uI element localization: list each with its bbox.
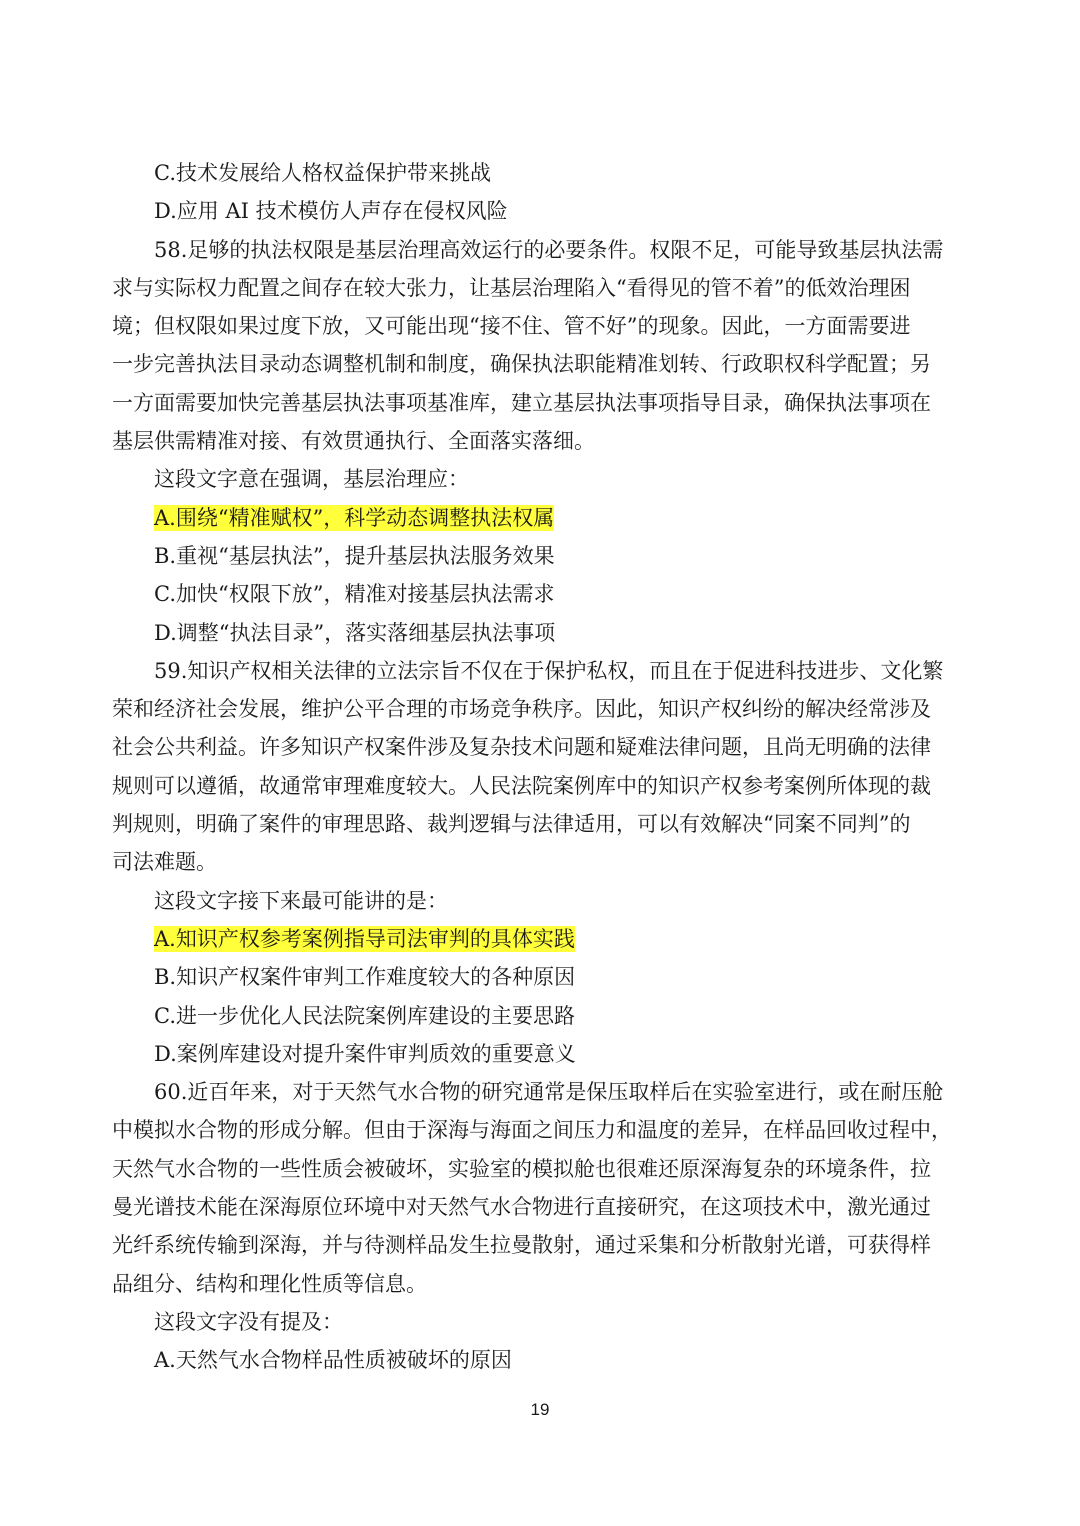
q58-passage-line: 58.足够的执法权限是基层治理高效运行的必要条件。权限不足，可能导致基层执法需 (154, 237, 944, 262)
q59-passage-line: 社会公共利益。许多知识产权案件涉及复杂技术问题和疑难法律问题，且尚无明确的法律 (112, 735, 931, 760)
q58-option-d: D.调整“执法目录”，落实落细基层执法事项 (154, 620, 556, 645)
q58-passage-line: 一步完善执法目录动态调整机制和制度，确保执法职能精准划转、行政职权科学配置；另 (112, 352, 931, 377)
q58-option-c: C.加快“权限下放”，精准对接基层执法需求 (154, 582, 555, 607)
q59-passage-line: 荣和经济社会发展，维护公平合理的市场竞争秩序。因此，知识产权纠纷的解决经常涉及 (112, 697, 931, 722)
q60-passage-line: 天然气水合物的一些性质会被破坏，实验室的模拟舱也很难还原深海复杂的环境条件，拉 (112, 1156, 931, 1181)
document-body (112, 154, 970, 1380)
q59-option-b: B.知识产权案件审判工作难度较大的各种原因 (154, 965, 576, 990)
q59-option-a (112, 920, 970, 958)
q59-option-a-highlighted: A.知识产权参考案例指导司法审判的具体实践 (154, 926, 575, 951)
q60-passage-line: 品组分、结构和理化性质等信息。 (112, 1271, 427, 1296)
q59-question: 这段文字接下来最可能讲的是： (154, 888, 448, 913)
q58-passage-line: 基层供需精准对接、有效贯通执行、全面落实落细。 (112, 429, 595, 454)
q58-option-b: B.重视“基层执法”，提升基层执法服务效果 (154, 543, 555, 568)
q60-passage-line: 中模拟水合物的形成分解。但由于深海与海面之间压力和温度的差异，在样品回收过程中， (112, 1118, 952, 1143)
q58-question: 这段文字意在强调，基层治理应： (154, 467, 469, 492)
q57-option-c: C.技术发展给人格权益保护带来挑战 (154, 161, 491, 185)
q60-passage-line: 光纤系统传输到深海，并与待测样品发生拉曼散射，通过采集和分析散射光谱，可获得样 (112, 1233, 931, 1258)
q59-passage-line: 规则可以遵循，故通常审理难度较大。人民法院案例库中的知识产权参考案例所体现的裁 (112, 773, 931, 798)
q60-passage-line: 曼光谱技术能在深海原位环境中对天然气水合物进行直接研究，在这项技术中，激光通过 (112, 1195, 931, 1220)
q60-question: 这段文字没有提及： (154, 1309, 343, 1334)
q58-passage-line: 境；但权限如果过度下放，又可能出现“接不住、管不好”的现象。因此，一方面需要进 (112, 314, 911, 339)
q59-passage-line: 59.知识产权相关法律的立法宗旨不仅在于保护私权，而且在于促进科技进步、文化繁 (154, 658, 944, 683)
q58-passage-line: 一方面需要加快完善基层执法事项基准库，建立基层执法事项指导目录，确保执法事项在 (112, 390, 931, 415)
q60-passage-line: 60.近百年来，对于天然气水合物的研究通常是保压取样后在实验室进行，或在耐压舱 (154, 1080, 944, 1105)
q59-option-d: D.案例库建设对提升案件审判质效的重要意义 (154, 1041, 576, 1066)
q60-option-a: A.天然气水合物样品性质被破坏的原因 (154, 1348, 512, 1373)
q57-option-d: D.应用 AI 技术模仿人声存在侵权风险 (154, 199, 508, 224)
q59-option-c: C.进一步优化人民法院案例库建设的主要思路 (154, 1003, 575, 1028)
q59-passage-line: 判规则，明确了案件的审理思路、裁判逻辑与法律适用，可以有效解决“同案不同判”的 (112, 812, 911, 837)
q59-passage-line: 司法难题。 (112, 850, 217, 875)
q58-option-a (112, 499, 970, 537)
q58-passage-line: 求与实际权力配置之间存在较大张力，让基层治理陷入“看得见的管不着”的低效治理困 (112, 275, 911, 300)
page-number: 19 (530, 1400, 550, 1419)
q58-option-a-highlighted: A.围绕“精准赋权”，科学动态调整执法权属 (154, 505, 555, 530)
